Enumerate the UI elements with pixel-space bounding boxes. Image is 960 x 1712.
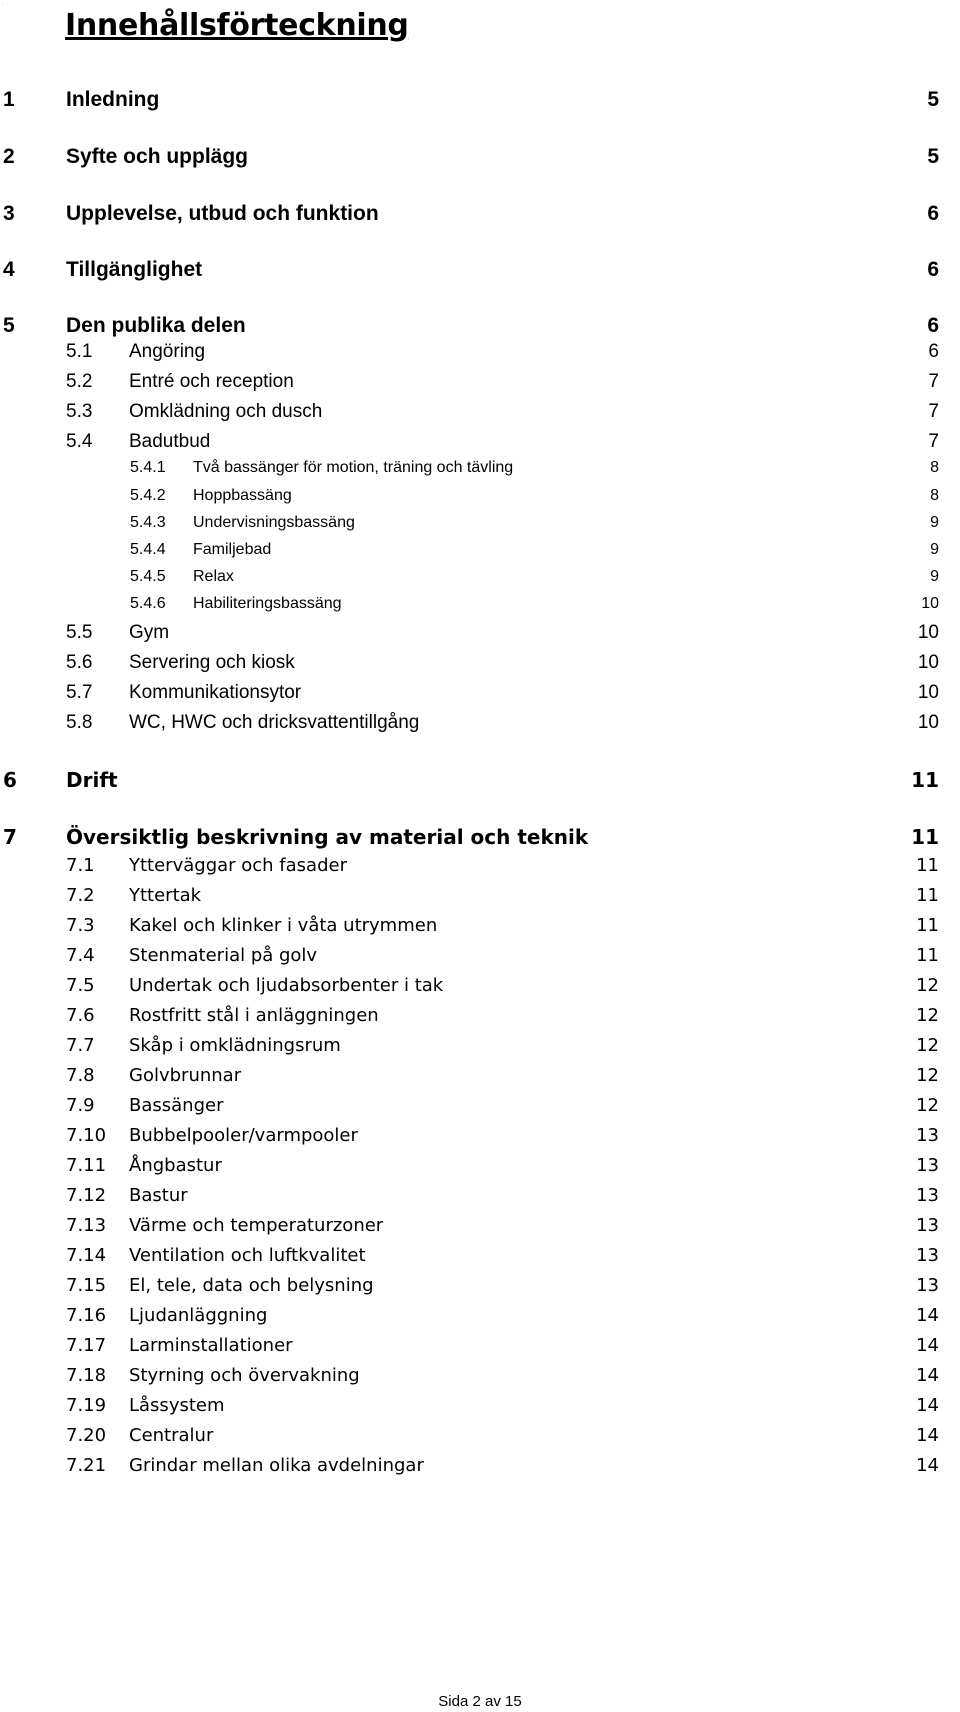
toc-entry-page: 10 [921, 595, 939, 612]
toc-entry-page: 8 [930, 459, 939, 476]
toc-entry-page: 9 [930, 568, 939, 585]
toc-entry-number: 5.6 [66, 652, 93, 673]
toc-entry-number: 7.3 [66, 915, 95, 936]
toc-entry-number: 7.10 [66, 1125, 107, 1146]
toc-entry-number: 5.8 [66, 712, 93, 733]
toc-entry-number: 5.2 [66, 371, 93, 392]
toc-entry-label: Låssystem [129, 1395, 225, 1416]
toc-entry-label: Ljudanläggning [129, 1305, 268, 1326]
toc-entry-number: 7.16 [66, 1305, 107, 1326]
toc-entry-number: 3 [3, 202, 15, 225]
toc-entry-label: Kommunikationsytor [129, 682, 302, 703]
toc-entry-label: Rostfritt stål i anläggningen [129, 1005, 379, 1026]
toc-entry-label: Centralur [129, 1425, 214, 1446]
toc-entry-label: Tillgänglighet [66, 258, 203, 281]
toc-entry-label: Upplevelse, utbud och funktion [66, 202, 379, 225]
toc-entry-page: 7 [928, 371, 939, 392]
toc-entry-number: 4 [3, 258, 15, 281]
toc-entry-number: 5.4.2 [130, 487, 166, 504]
toc-entry-label: Undervisningsbassäng [193, 514, 355, 531]
toc-entry-label: Skåp i omklädningsrum [129, 1035, 341, 1056]
toc-entry-page: 12 [916, 1005, 939, 1026]
toc-entry-page: 8 [930, 487, 939, 504]
toc-entry-label: Ytterväggar och fasader [129, 855, 347, 876]
toc-entry-page: 10 [917, 652, 939, 673]
page-footer: Sida 2 av 15 [438, 1693, 522, 1710]
toc-entry-page: 6 [927, 258, 939, 281]
toc-entry-page: 12 [916, 975, 939, 996]
toc-entry-page: 14 [916, 1305, 939, 1326]
toc-entry-label: Två bassänger för motion, träning och tävling [193, 459, 514, 476]
toc-entry-label: Yttertak [129, 885, 202, 906]
toc-entry-number: 7.18 [66, 1365, 107, 1386]
toc-entry-page: 11 [916, 915, 939, 936]
page-title: Innehållsförteckning [65, 8, 409, 43]
toc-entry-number: 5 [3, 314, 15, 337]
toc-entry-number: 5.4.3 [130, 514, 166, 531]
toc-entry-number: 2 [3, 145, 15, 168]
toc-entry-page: 13 [916, 1245, 939, 1266]
toc-entry-number: 5.1 [66, 341, 93, 362]
toc-entry-label: Entré och reception [129, 371, 294, 392]
toc-entry-label: WC, HWC och dricksvattentillgång [129, 712, 420, 733]
toc-entry-label: Ångbastur [129, 1155, 222, 1176]
toc-entry-number: 5.4.6 [130, 595, 166, 612]
toc-entry-number: 7.12 [66, 1185, 107, 1206]
toc-entry-label: Omklädning och dusch [129, 401, 323, 422]
toc-entry-label: El, tele, data och belysning [129, 1275, 374, 1296]
toc-entry-number: 5.4.5 [130, 568, 166, 585]
toc-entry-page: 7 [928, 401, 939, 422]
toc-entry-label: Drift [66, 768, 118, 792]
toc-entry-number: 7.9 [66, 1095, 95, 1116]
toc-entry-page: 11 [916, 855, 939, 876]
toc-entry-number: 7.14 [66, 1245, 107, 1266]
toc-entry-page: 6 [927, 202, 939, 225]
toc-entry-number: 7.15 [66, 1275, 107, 1296]
toc-entry-label: Hoppbassäng [193, 487, 292, 504]
toc-entry-label: Habiliteringsbassäng [193, 595, 342, 612]
toc-entry-page: 13 [916, 1125, 939, 1146]
toc-entry-page: 12 [916, 1095, 939, 1116]
toc-entry-label: Värme och temperaturzoner [129, 1215, 384, 1236]
toc-entry-label: Översiktlig beskrivning av material och teknik [66, 825, 589, 849]
toc-entry-number: 5.7 [66, 682, 93, 703]
toc-entry-number: 7.19 [66, 1395, 107, 1416]
toc-entry-label: Inledning [66, 88, 160, 111]
toc-entry-label: Grindar mellan olika avdelningar [129, 1455, 424, 1476]
toc-entry-page: 10 [917, 712, 939, 733]
toc-entry-number: 7.1 [66, 855, 95, 876]
toc-entry-number: 5.3 [66, 401, 93, 422]
toc-entry-page: 11 [916, 945, 939, 966]
toc-entry-page: 10 [917, 622, 939, 643]
toc-entry-label: Ventilation och luftkvalitet [129, 1245, 366, 1266]
toc-entry-label: Undertak och ljudabsorbenter i tak [129, 975, 444, 996]
toc-entry-page: 6 [927, 314, 939, 337]
toc-entry-page: 13 [916, 1155, 939, 1176]
toc-entry-page: 9 [930, 541, 939, 558]
toc-entry-number: 7.8 [66, 1065, 95, 1086]
toc-entry-label: Stenmaterial på golv [129, 945, 318, 966]
toc-entry-number: 7.11 [66, 1155, 107, 1176]
toc-entry-label: Servering och kiosk [129, 652, 295, 673]
toc-entry-page: 6 [928, 341, 939, 362]
toc-entry-page: 14 [916, 1455, 939, 1476]
toc-entry-label: Angöring [129, 341, 206, 362]
toc-entry-number: 7.2 [66, 885, 95, 906]
toc-entry-number: 7.4 [66, 945, 95, 966]
toc-entry-label: Larminstallationer [129, 1335, 293, 1356]
toc-entry-page: 12 [916, 1035, 939, 1056]
toc-entry-page: 14 [916, 1425, 939, 1446]
toc-entry-label: Bassänger [129, 1095, 224, 1116]
toc-entry-number: 5.4 [66, 431, 93, 452]
toc-entry-number: 7.6 [66, 1005, 95, 1026]
toc-entry-page: 7 [928, 431, 939, 452]
toc-entry-page: 13 [916, 1215, 939, 1236]
toc-entry-page: 5 [927, 145, 939, 168]
toc-entry-label: Kakel och klinker i våta utrymmen [129, 915, 438, 936]
toc-entry-label: Bubbelpooler/varmpooler [129, 1125, 358, 1146]
toc-entry-number: 5.4.1 [130, 459, 166, 476]
toc-entry-page: 9 [930, 514, 939, 531]
toc-entry-label: Gym [129, 622, 170, 643]
toc-entry-page: 14 [916, 1395, 939, 1416]
toc-entry-number: 5.4.4 [130, 541, 166, 558]
toc-entry-page: 11 [911, 825, 939, 849]
toc-entry-number: 7.17 [66, 1335, 107, 1356]
toc-entry-number: 5.5 [66, 622, 93, 643]
toc-entry-number: 1 [3, 88, 15, 111]
toc-entry-page: 14 [916, 1335, 939, 1356]
toc-entry-label: Syfte och upplägg [66, 145, 249, 168]
toc-entry-label: Badutbud [129, 431, 211, 452]
toc-entry-page: 11 [916, 885, 939, 906]
toc-entry-page: 13 [916, 1275, 939, 1296]
toc-entry-page: 11 [911, 768, 939, 792]
toc-entry-page: 12 [916, 1065, 939, 1086]
toc-entry-label: Relax [193, 568, 234, 585]
toc-entry-label: Styrning och övervakning [129, 1365, 360, 1386]
toc-entry-label: Bastur [129, 1185, 188, 1206]
toc-entry-number: 7.5 [66, 975, 95, 996]
toc-entry-number: 6 [3, 768, 17, 792]
toc-entry-number: 7.13 [66, 1215, 107, 1236]
toc-entry-label: Golvbrunnar [129, 1065, 242, 1086]
toc-entry-number: 7.20 [66, 1425, 107, 1446]
toc-entry-page: 10 [917, 682, 939, 703]
corner-mark: . [2, 0, 4, 6]
toc-entry-number: 7.21 [66, 1455, 107, 1476]
toc-entry-label: Den publika delen [66, 314, 246, 337]
toc-entry-number: 7.7 [66, 1035, 95, 1056]
toc-entry-number: 7 [3, 825, 17, 849]
toc-entry-page: 14 [916, 1365, 939, 1386]
toc-entry-page: 13 [916, 1185, 939, 1206]
toc-entry-page: 5 [927, 88, 939, 111]
toc-entry-label: Familjebad [193, 541, 272, 558]
